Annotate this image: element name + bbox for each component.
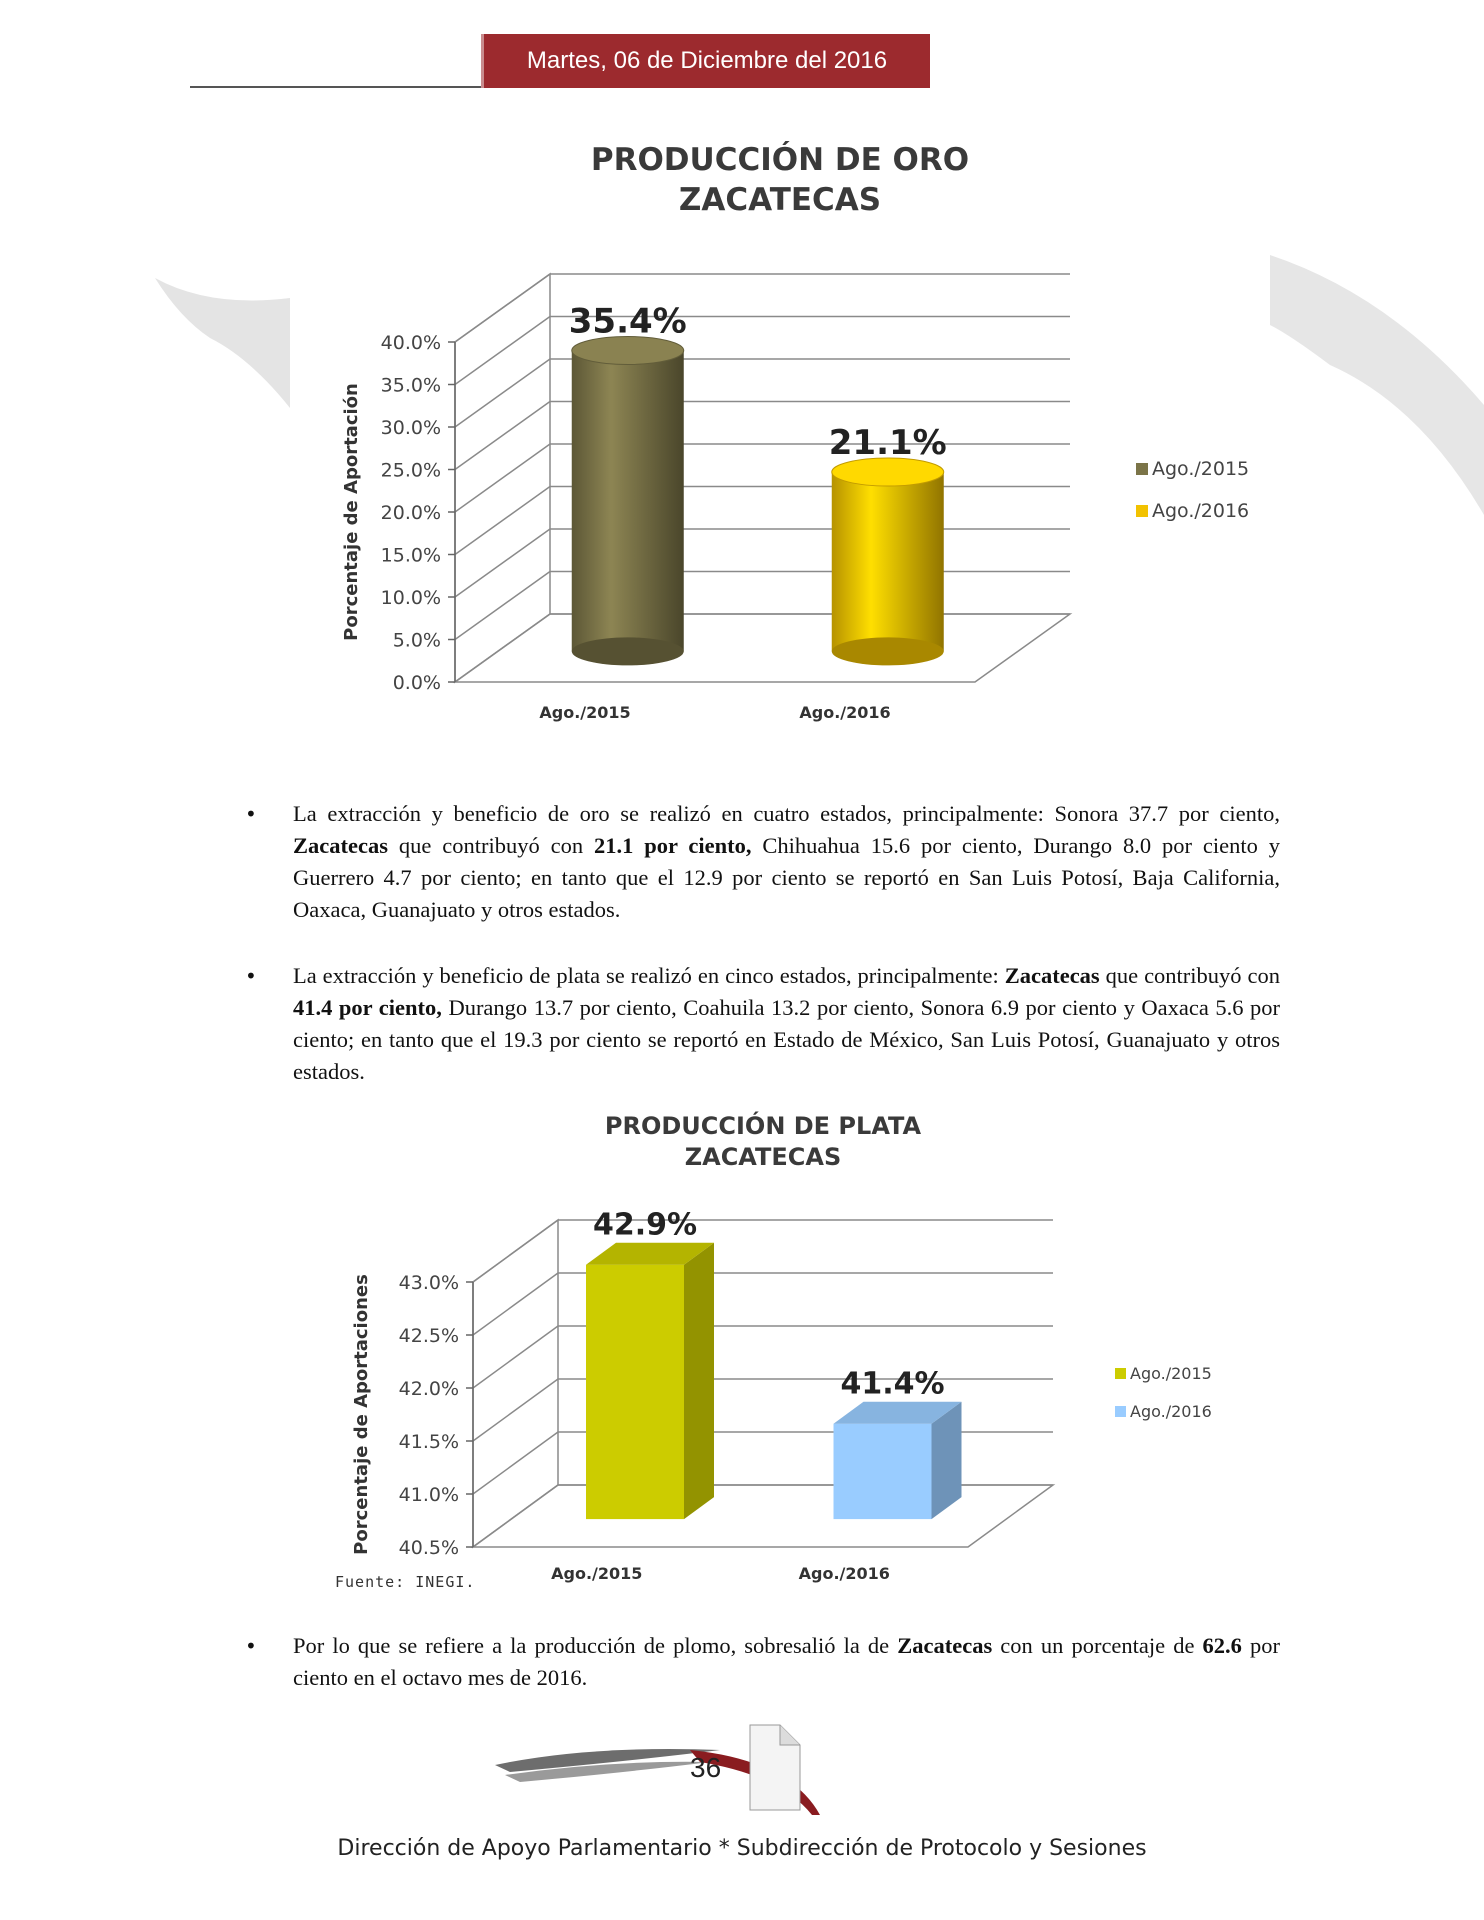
y-axis-label: Porcentaje de Aportación	[341, 383, 362, 641]
gold-production-chart	[330, 260, 1260, 730]
y-tick-label: 15.0%	[380, 544, 441, 567]
floor	[473, 1485, 1053, 1547]
legend-swatch	[1115, 1368, 1126, 1379]
gold-chart-title-line2: ZACATECAS	[678, 182, 882, 219]
bar	[834, 1424, 932, 1519]
bar	[586, 1265, 684, 1519]
footer-swoosh-logo	[490, 1720, 830, 1820]
bullet-bold: 62.6	[1202, 1633, 1242, 1658]
bullet-text: Por lo que se refiere a la producción de plomo, sobresalió la de	[293, 1633, 898, 1658]
y-tick-label: 25.0%	[380, 459, 441, 482]
bullet-text: que contribuyó con	[1099, 963, 1280, 988]
y-tick-label: 30.0%	[380, 417, 441, 439]
data-label: 21.1%	[828, 423, 947, 464]
right-swoosh-decoration	[1270, 255, 1484, 535]
silver-production-chart	[330, 1205, 1260, 1585]
data-label: 42.9%	[592, 1207, 698, 1243]
bullet-bold: Zacatecas	[1004, 963, 1100, 988]
bullet-lead	[245, 1630, 1280, 1694]
bullet-dot: •	[245, 964, 257, 988]
silver-chart-title-line2: ZACATECAS	[684, 1143, 842, 1172]
bullet-bold: Zacatecas	[897, 1633, 993, 1658]
y-axis-label: Porcentaje de Aportaciones	[351, 1274, 372, 1555]
floor	[455, 614, 1070, 682]
x-tick-label: Ago./2015	[551, 1564, 643, 1583]
y-tick-label: 42.0%	[398, 1378, 459, 1400]
bullet-bold: 41.4 por ciento,	[293, 995, 442, 1020]
bullet-dot: •	[245, 802, 257, 826]
silver-chart-title-line1: PRODUCCIÓN DE PLATA	[604, 1112, 922, 1140]
x-tick-label: Ago./2016	[799, 703, 891, 722]
data-label: 35.4%	[568, 301, 687, 342]
y-tick-label: 43.0%	[398, 1272, 459, 1294]
bullet-text: con un porcentaje de	[992, 1633, 1203, 1658]
x-tick-label: Ago./2016	[798, 1564, 890, 1583]
y-tick-label: 40.0%	[380, 332, 441, 354]
bullet-text: Chihuahua 15.6 por ciento, Durango 8.0 por ciento y Guerrero 4.7 por ciento; en tanto que el 12.9 por ciento se reportó en San Luis Potosí, Baja California, Oaxaca, Guanajuato y otros estados.	[293, 833, 1280, 922]
y-tick-label: 5.0%	[392, 629, 441, 652]
legend-swatch	[1136, 463, 1148, 475]
bar-side	[684, 1243, 714, 1519]
footer-text: Dirección de Apoyo Parlamentario * Subdirección de Protocolo y Sesiones	[337, 1836, 1147, 1861]
legend-entry: Ago./2015	[1152, 458, 1250, 480]
y-tick-label: 0.0%	[392, 672, 441, 694]
page-number: 36	[690, 1752, 722, 1783]
bullet-list-2	[245, 1630, 1280, 1694]
bullet-text: La extracción y beneficio de plata se realizó en cinco estados, principalmente:	[293, 963, 1005, 988]
bar	[832, 458, 944, 665]
bullet-text: La extracción y beneficio de oro se realizó en cuatro estados, principalmente: Sonora 37.7 por ciento,	[293, 801, 1280, 826]
legend-entry: Ago./2016	[1152, 500, 1250, 522]
legend-swatch	[1136, 505, 1148, 517]
bullet-text: que contribuyó con	[387, 833, 594, 858]
header-date: Martes, 06 de Diciembre del 2016	[481, 34, 930, 88]
y-tick-label: 20.0%	[380, 502, 441, 524]
silver-chart-title	[563, 1111, 963, 1173]
bullet-dot: •	[245, 1634, 257, 1658]
legend-entry: Ago./2016	[1130, 1402, 1212, 1421]
bullet-list-1	[245, 798, 1280, 1088]
gold-chart-title-line1: PRODUCCIÓN DE ORO	[590, 142, 970, 178]
y-tick-label: 41.5%	[398, 1431, 459, 1453]
legend-swatch	[1115, 1406, 1126, 1417]
bullet-bold: 21.1 por ciento,	[593, 833, 752, 858]
y-tick-label: 42.5%	[398, 1325, 459, 1347]
left-swoosh-decoration	[150, 268, 300, 428]
bullet-bold: Zacatecas	[293, 833, 388, 858]
source-note: Fuente: INEGI.	[335, 1573, 476, 1591]
data-label: 41.4%	[840, 1366, 945, 1402]
bullet-text: por ciento en el octavo mes de 2016.	[293, 1633, 1280, 1690]
bullet-text: Durango 13.7 por ciento, Coahuila 13.2 por ciento, Sonora 6.9 por ciento y Oaxaca 5.6 por ciento; en tanto que el 19.3 por ciento se reportó en Estado de México, San Luis Potosí, Guanajuato y otros estados.	[293, 995, 1281, 1084]
x-tick-label: Ago./2015	[539, 703, 631, 722]
y-tick-label: 40.5%	[398, 1537, 459, 1559]
legend-entry: Ago./2015	[1130, 1364, 1212, 1383]
bar	[572, 337, 684, 666]
y-tick-label: 10.0%	[380, 587, 441, 609]
bullet-silver	[245, 960, 1280, 1088]
bullet-gold	[245, 798, 1280, 926]
gold-chart-title	[560, 140, 1000, 221]
y-tick-label: 41.0%	[398, 1484, 459, 1506]
y-tick-label: 35.0%	[380, 374, 441, 397]
